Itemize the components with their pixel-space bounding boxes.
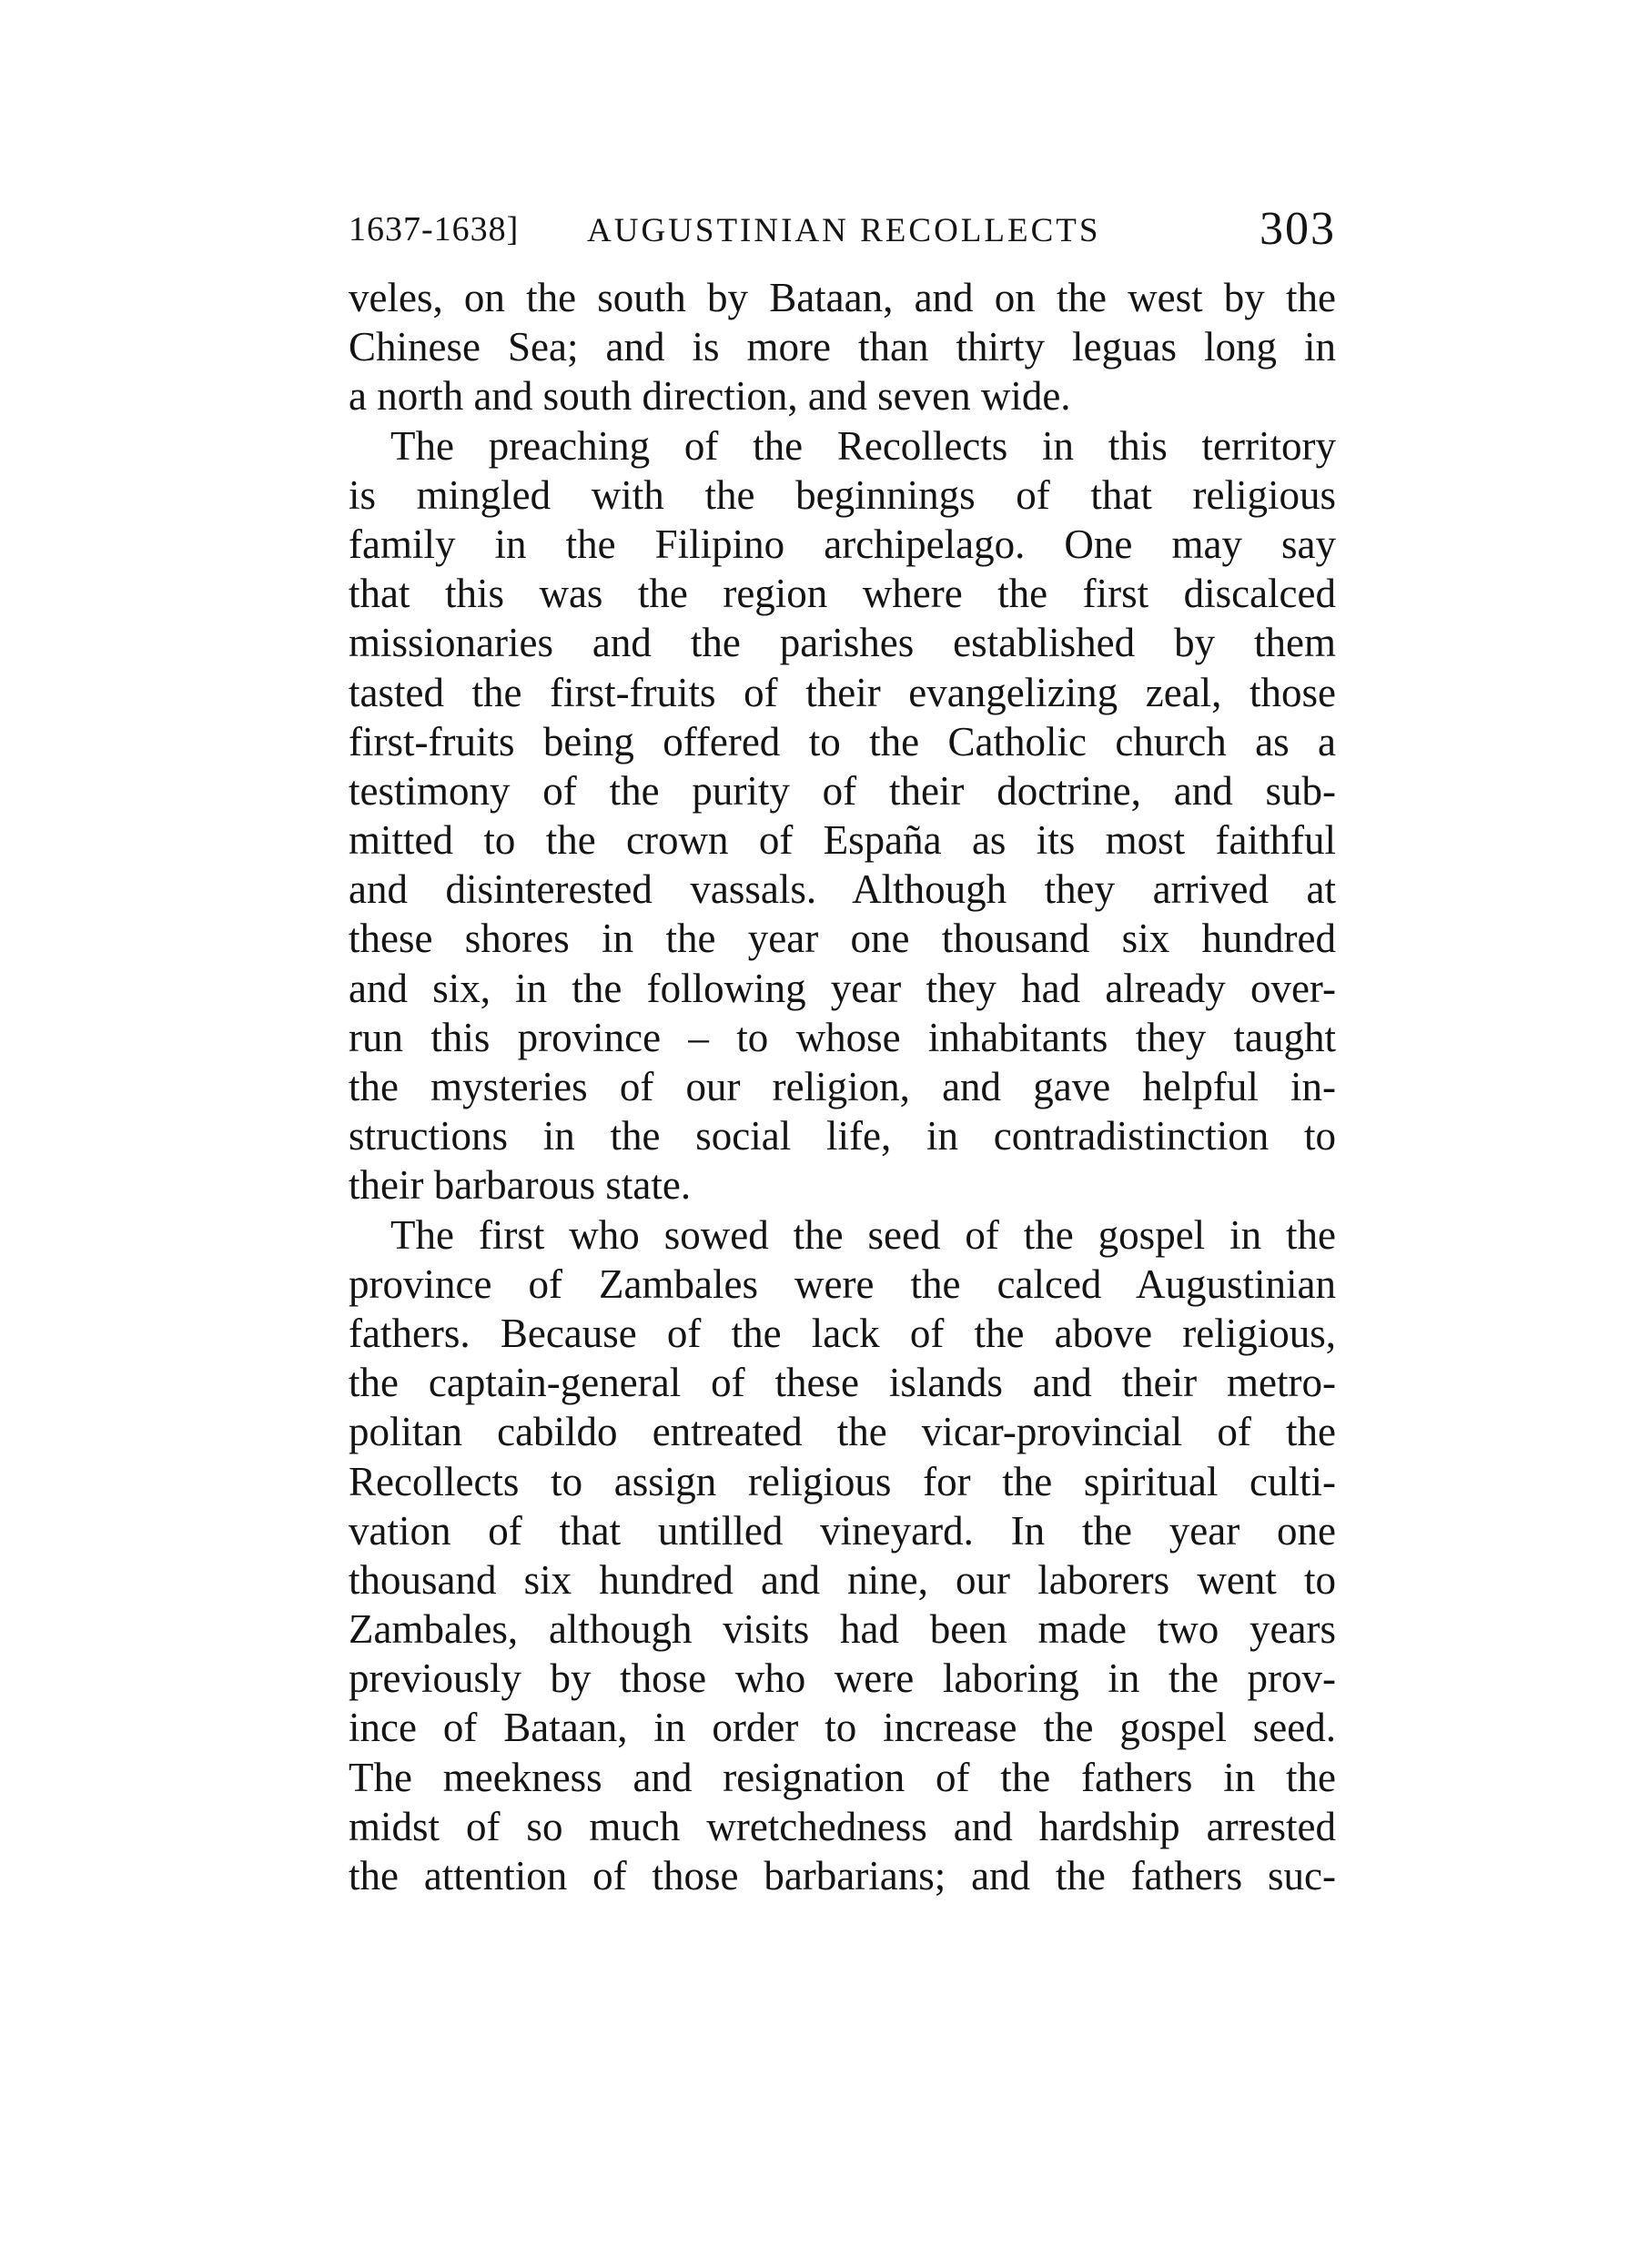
header-dates: 1637-1638] (349, 210, 520, 248)
text-line: previously by those who were laboring in the prov- (349, 1655, 1336, 1702)
text-line: Zambales, although visits had been made two years (349, 1606, 1336, 1653)
text-line: their barbarous state. (349, 1162, 692, 1209)
text-line: family in the Filipino archipelago. One may say (349, 521, 1336, 567)
text-line: The preaching of the Recollects in this territory (390, 422, 1336, 469)
text-line: The first who sowed the seed of the gospel in the (390, 1211, 1336, 1258)
text-line: province of Zambales were the calced Augustinian (349, 1261, 1336, 1307)
text-line: mitted to the crown of España as its most faithful (349, 817, 1336, 864)
text-line: vation of that untilled vineyard. In the year one (349, 1507, 1336, 1554)
text-line: testimony of the purity of their doctrine, and sub- (349, 767, 1336, 814)
text-line: structions in the social life, in contradistinction to (349, 1113, 1336, 1159)
text-line: run this province – to whose inhabitants they taught (349, 1014, 1336, 1060)
text-line: first-fruits being offered to the Catholic church as a (349, 718, 1336, 764)
text-line: tasted the first-fruits of their evangelizing zeal, those (349, 669, 1336, 715)
text-line: is mingled with the beginnings of that religious (349, 471, 1336, 518)
text-line: midst of so much wretchedness and hardship arrested (349, 1803, 1336, 1849)
body-text (349, 273, 1336, 1900)
text-line: and six, in the following year they had already over- (349, 965, 1336, 1011)
text-line: that this was the region where the first discalced (349, 571, 1336, 617)
text-line: politan cabildo entreated the vicar-provincial of the (349, 1409, 1336, 1455)
text-line: the attention of those barbarians; and the fathers suc- (349, 1853, 1336, 1898)
text-line: Recollects to assign religious for the spiritual culti- (349, 1458, 1336, 1504)
page-number: 303 (1260, 203, 1336, 255)
text-line: the captain-general of these islands and their metro- (349, 1360, 1336, 1406)
text-line: missionaries and the parishes established by them (349, 620, 1336, 666)
text-line: a north and south direction, and seven wide. (349, 373, 1071, 420)
text-line: fathers. Because of the lack of the above religious, (349, 1310, 1336, 1356)
text-line: The meekness and resignation of the fathers in the (349, 1754, 1336, 1800)
header-title: AUGUSTINIAN RECOLLECTS (587, 212, 1101, 249)
text-line: the mysteries of our religion, and gave helpful in- (349, 1064, 1336, 1109)
text-line: veles, on the south by Bataan, and on the west by the (349, 275, 1336, 320)
text-line: these shores in the year one thousand six hundred (349, 916, 1336, 962)
text-line: thousand six hundred and nine, our laborers went to (349, 1556, 1336, 1603)
text-line: Chinese Sea; and is more than thirty leguas long in (349, 324, 1336, 370)
running-header (349, 202, 1336, 253)
text-line: and disinterested vassals. Although they arrived at (349, 866, 1336, 913)
text-line: ince of Bataan, in order to increase the gospel seed. (349, 1705, 1336, 1751)
